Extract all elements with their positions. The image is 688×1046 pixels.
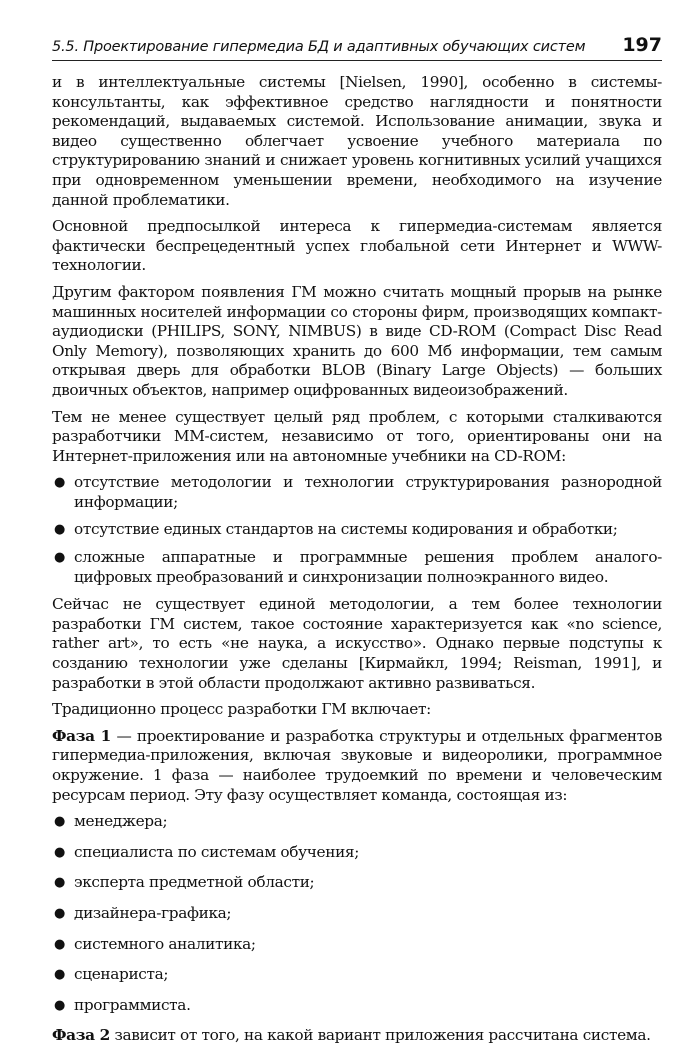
phase-1-paragraph: Фаза 1 — проектирование и разработка структуры и отдельных фрагментов гипермедиа-приложения, включая звуковые и видеоролики, программное окружение. 1 фаза — наиболее трудоемкий по времени и человеческим ресурсам период. Эту фазу осуществляет команда, состоящая из: xyxy=(52,726,662,804)
list-item: ● эксперта предметной области; xyxy=(54,873,315,892)
bullet-icon: ● xyxy=(54,967,65,983)
bullet-icon: ● xyxy=(54,814,65,830)
paragraph: Тем не менее существует целый ряд проблем, с которыми сталкиваются разработчики ММ-систем, независимо от того, ориентированы они на Интернет-приложения или на автономные учебники на CD-ROM: xyxy=(52,407,662,465)
list-item: ● отсутствие методологии и технологии структурирования разнородной информации; xyxy=(54,473,662,511)
list-item: ● специалиста по системам обучения; xyxy=(54,842,360,861)
bullet-icon: ● xyxy=(54,936,65,952)
list-item: ● системного аналитика; xyxy=(54,934,256,953)
phase-1-label: Фаза 1 xyxy=(52,726,111,745)
bullet-icon: ● xyxy=(54,522,65,538)
page-number: 197 xyxy=(622,34,662,56)
team-list xyxy=(52,812,662,1015)
body-text xyxy=(52,73,662,1046)
bullet-icon: ● xyxy=(54,997,65,1013)
paragraph: Другим фактором появления ГМ можно считать мощный прорыв на рынке машинных носителей информации со стороны фирм, производящих компакт-аудиодиски (PHILIPS, SONY, NIMBUS) в виде CD-ROM (Compact Disc Read Only Memory), позволяющих хранить до 600 Мб информации, тем самым открывая дверь для обработки BLOB (Binary Large Objects) — больших двоичных объектов, например оцифрованных видеоизображений. xyxy=(52,282,662,399)
bullet-icon: ● xyxy=(54,475,65,491)
list-item: ● отсутствие единых стандартов на системы кодирования и обработки; xyxy=(54,520,618,539)
paragraph: Традиционно процесс разработки ГМ включает: xyxy=(52,700,431,719)
paragraph: Основной предпосылкой интереса к гипермедиа-системам является фактически беспрецедентный успех глобальной сети Интернет и WWW-технологии. xyxy=(52,217,662,275)
bullet-icon: ● xyxy=(54,550,65,566)
bullet-icon: ● xyxy=(54,905,65,921)
paragraph: и в интеллектуальные системы [Nielsen, 1990], особенно в системы-консультанты, как эффективное средство наглядности и понятности рекомендаций, выдаваемых системой. Использование анимации, звука и видео существенно облегчает усвоение учебного материала по структурированию знаний и снижает уровень когнитивных усилий учащихся при одновременном уменьшении времени, необходимого на изучение данной проблематики. xyxy=(52,73,662,209)
list-item: ● сложные аппаратные и программные решения проблем аналого-цифровых преобразований и синхронизации полноэкранного видео. xyxy=(54,548,662,586)
list-item: ● сценариста; xyxy=(54,965,169,984)
list-item: ● менеджера; xyxy=(54,812,168,831)
section-title: 5.5. Проектирование гипермедиа БД и адаптивных обучающих систем xyxy=(52,39,586,55)
problems-list xyxy=(52,473,662,587)
running-header xyxy=(52,34,662,61)
list-item: ● дизайнера-графика; xyxy=(54,903,232,922)
phase-2-label: Фаза 2 xyxy=(52,1026,110,1045)
list-item: ● программиста. xyxy=(54,995,191,1014)
bullet-icon: ● xyxy=(54,875,65,891)
bullet-icon: ● xyxy=(54,844,65,860)
paragraph: Сейчас не существует единой методологии, а тем более технологии разработки ГМ систем, такое состояние характеризуется как «no science, rather art», то есть «не наука, а искусство». Однако первые подступы к созданию технологии уже сделаны [Кирмайкл, 1994; Reisman, 1991], и разработки в этой области продолжают активно развиваться. xyxy=(52,595,662,692)
phase-2-paragraph: Фаза 2 зависит от того, на какой вариант приложения рассчитана система. xyxy=(52,1026,651,1045)
